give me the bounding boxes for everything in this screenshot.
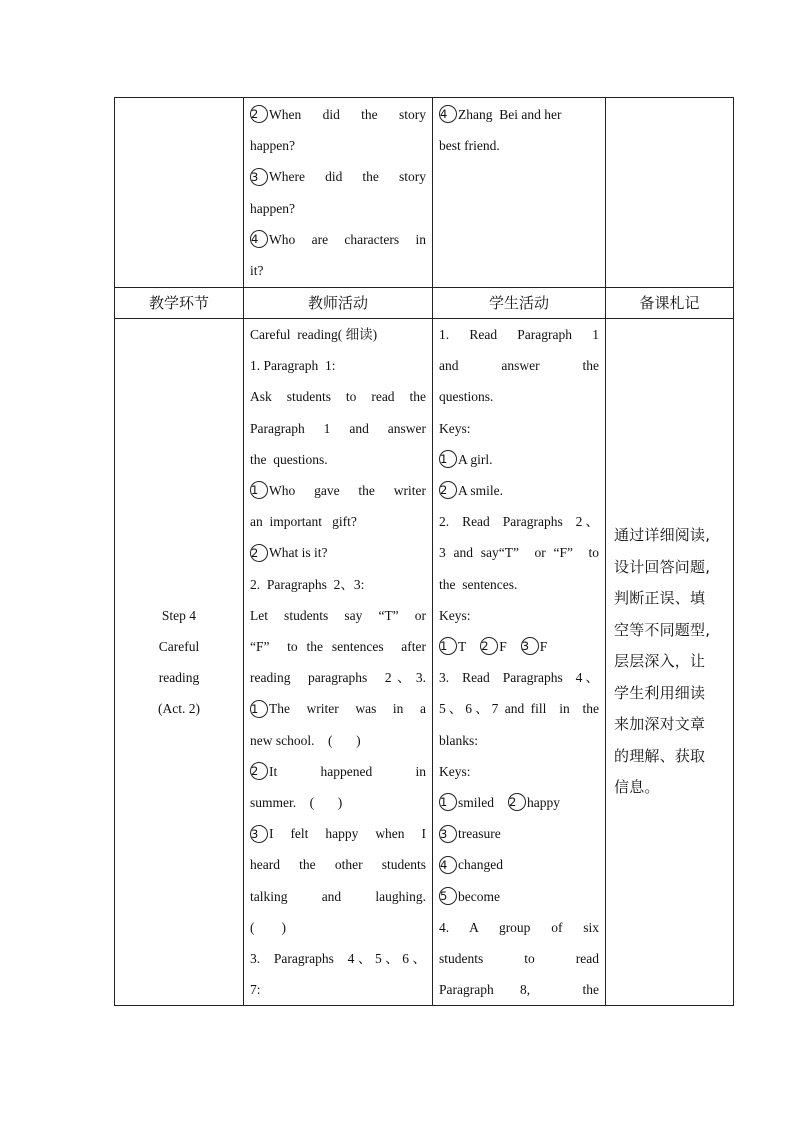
line-text: the sentences. [439,576,518,592]
line-text: students to read [439,951,599,967]
line-text: Paragraph 1 and answer [250,420,426,436]
text-line [250,818,426,849]
text-line [439,631,599,662]
line-text: heard the other students [250,857,426,873]
row1-teacher-cell [244,98,433,288]
table-header-row [115,288,734,319]
text-line [250,569,426,600]
line-text: happen? [250,138,295,154]
note-line: 信息。 [614,778,660,797]
text-line [250,319,426,350]
note-line: 设计回答问题, [614,557,711,576]
table-row [115,98,734,288]
text-line [439,537,599,568]
text-line [439,444,599,475]
line-text: best friend. [439,138,500,154]
line-text: Who are characters in [269,231,426,247]
line-text: talking and laughing. [250,888,426,904]
line-text: Keys: [439,607,471,623]
note-line: 来加深对文章 [614,715,706,734]
line-text: A girl. [458,451,493,467]
text-line [250,631,426,662]
text-line [439,319,599,350]
teacher-activity-cell [244,319,433,1006]
text-line [250,974,426,1005]
circled-number: 2 [250,105,268,123]
line-text: “F” to the sentences after [250,639,426,655]
header-lesson-notes: 备课札记 [606,288,734,319]
line-text: 4. A group of six [439,919,599,935]
circled-number: 1 [439,637,457,655]
header-teaching-stage: 教学环节 [115,288,244,319]
line-text: it? [250,263,264,279]
note-line: 空等不同题型, [614,620,711,639]
line-text: treasure [458,826,501,842]
text-line [439,787,599,818]
circled-number: 4 [439,856,457,874]
circled-number: 5 [439,887,457,905]
header-student-activity: 学生活动 [433,288,606,319]
line-text: summer. ( ) [250,795,343,811]
circled-number: 2 [439,481,457,499]
header-teacher-activity: 教师活动 [244,288,433,319]
line-text: questions. [439,389,494,405]
line-text: I felt happy when I [269,826,426,842]
text-line [439,693,599,724]
key-answer: happy [527,795,560,811]
step-line: Careful [158,639,200,655]
text-line [439,569,599,600]
text-line [250,881,426,912]
line-text: happen? [250,200,295,216]
text-line [250,537,426,568]
text-line [250,600,426,631]
line-text: blanks: [439,732,478,748]
line-text: 7: [250,982,261,998]
line-text: 3. Paragraphs 4、5、6、 [250,951,426,967]
text-line [250,662,426,693]
text-line [250,255,426,286]
text-line [250,130,426,161]
step-line: Step 4 [161,607,197,623]
text-line [250,99,426,130]
circled-number: 2 [480,637,498,655]
text-line [250,413,426,444]
circled-number: 3 [250,168,268,186]
line-text: reading paragraphs 2、3. [250,670,426,686]
text-line [250,756,426,787]
line-text: Zhang Bei and her [458,107,562,122]
step-cell [115,319,244,1006]
note-line: 层层深入，让 [614,652,706,671]
row1-student-cell [433,98,606,288]
text-line [250,350,426,381]
line-text: ( ) [250,919,286,935]
line-text: an important gift? [250,514,357,530]
note-line: 判断正误、填 [614,589,706,608]
text-line [439,506,599,537]
line-text: the questions. [250,451,328,467]
text-line [439,818,599,849]
line-text: Keys: [439,763,471,779]
text-line [250,912,426,943]
step-line: (Act. 2) [158,701,200,717]
text-line [439,756,599,787]
line-text: 5、6、7 and fill in the [439,701,599,717]
table-row [115,319,734,1006]
text-line [439,413,599,444]
line-text: Careful reading( 细读) [250,327,378,342]
line-text: 1. Paragraph 1: [250,358,336,374]
line-text: Paragraph 8, the [439,982,599,998]
text-line [439,849,599,880]
row1-step-cell [115,98,244,288]
line-text: What is it? [269,545,328,561]
line-text: changed [458,857,503,873]
text-line [439,943,599,974]
circled-number: 3 [439,825,457,843]
line-text: 3 and say“T” or “F” to [439,545,599,561]
circled-number: 3 [250,825,268,843]
note-line: 学生利用细读 [614,683,706,702]
text-line [439,350,599,381]
circled-number: 3 [521,637,539,655]
line-text: A smile. [458,483,504,499]
text-line [250,475,426,506]
key-answer: F [499,639,507,655]
text-line [250,193,426,224]
line-text: 2. Paragraphs 2、3: [250,576,365,592]
text-line [250,943,426,974]
circled-number: 2 [250,544,268,562]
line-text: Who gave the writer [269,483,426,499]
text-line [439,381,599,412]
text-line [439,725,599,756]
line-text: Ask students to read the [250,389,426,405]
text-line [250,444,426,475]
text-line [439,130,599,161]
line-text: 1. Read Paragraph 1 [439,327,599,342]
circled-number: 1 [250,481,268,499]
text-line [250,224,426,255]
lesson-plan-table [114,97,734,1006]
line-text: 2. Read Paragraphs 2、 [439,514,599,530]
text-line [439,912,599,943]
line-text: The writer was in a [269,701,426,717]
text-line [439,475,599,506]
text-line [439,974,599,1005]
text-line [250,506,426,537]
circled-number: 1 [439,793,457,811]
step-line: reading [158,670,200,686]
key-answer: F [539,639,548,655]
circled-number: 2 [508,793,526,811]
student-activity-cell [433,319,606,1006]
note-line: 通过详细阅读, [614,526,711,545]
lesson-notes-cell [606,319,734,1006]
key-answer: T [458,639,467,655]
text-line [439,600,599,631]
circled-number: 1 [250,700,268,718]
text-line [439,881,599,912]
line-text: become [458,888,500,904]
row1-notes-cell [606,98,734,288]
note-line: 的理解、获取 [614,746,706,765]
text-line [439,662,599,693]
circled-number: 4 [250,230,268,248]
text-line [250,787,426,818]
circled-number: 1 [439,450,457,468]
text-line [250,161,426,192]
text-line [250,381,426,412]
line-text: and answer the [439,358,599,374]
text-line [250,725,426,756]
circled-number: 4 [439,105,457,123]
line-text: Let students say “T” or [250,607,426,623]
line-text: new school. ( ) [250,732,361,748]
text-line [250,693,426,724]
text-line [250,849,426,880]
text-line [439,99,599,130]
line-text: It happened in [269,763,426,779]
circled-number: 2 [250,762,268,780]
line-text: When did the story [269,107,426,122]
line-text: 3. Read Paragraphs 4、 [439,670,599,686]
key-answer: smiled [458,795,494,811]
line-text: Keys: [439,420,471,436]
line-text: Where did the story [269,169,426,185]
